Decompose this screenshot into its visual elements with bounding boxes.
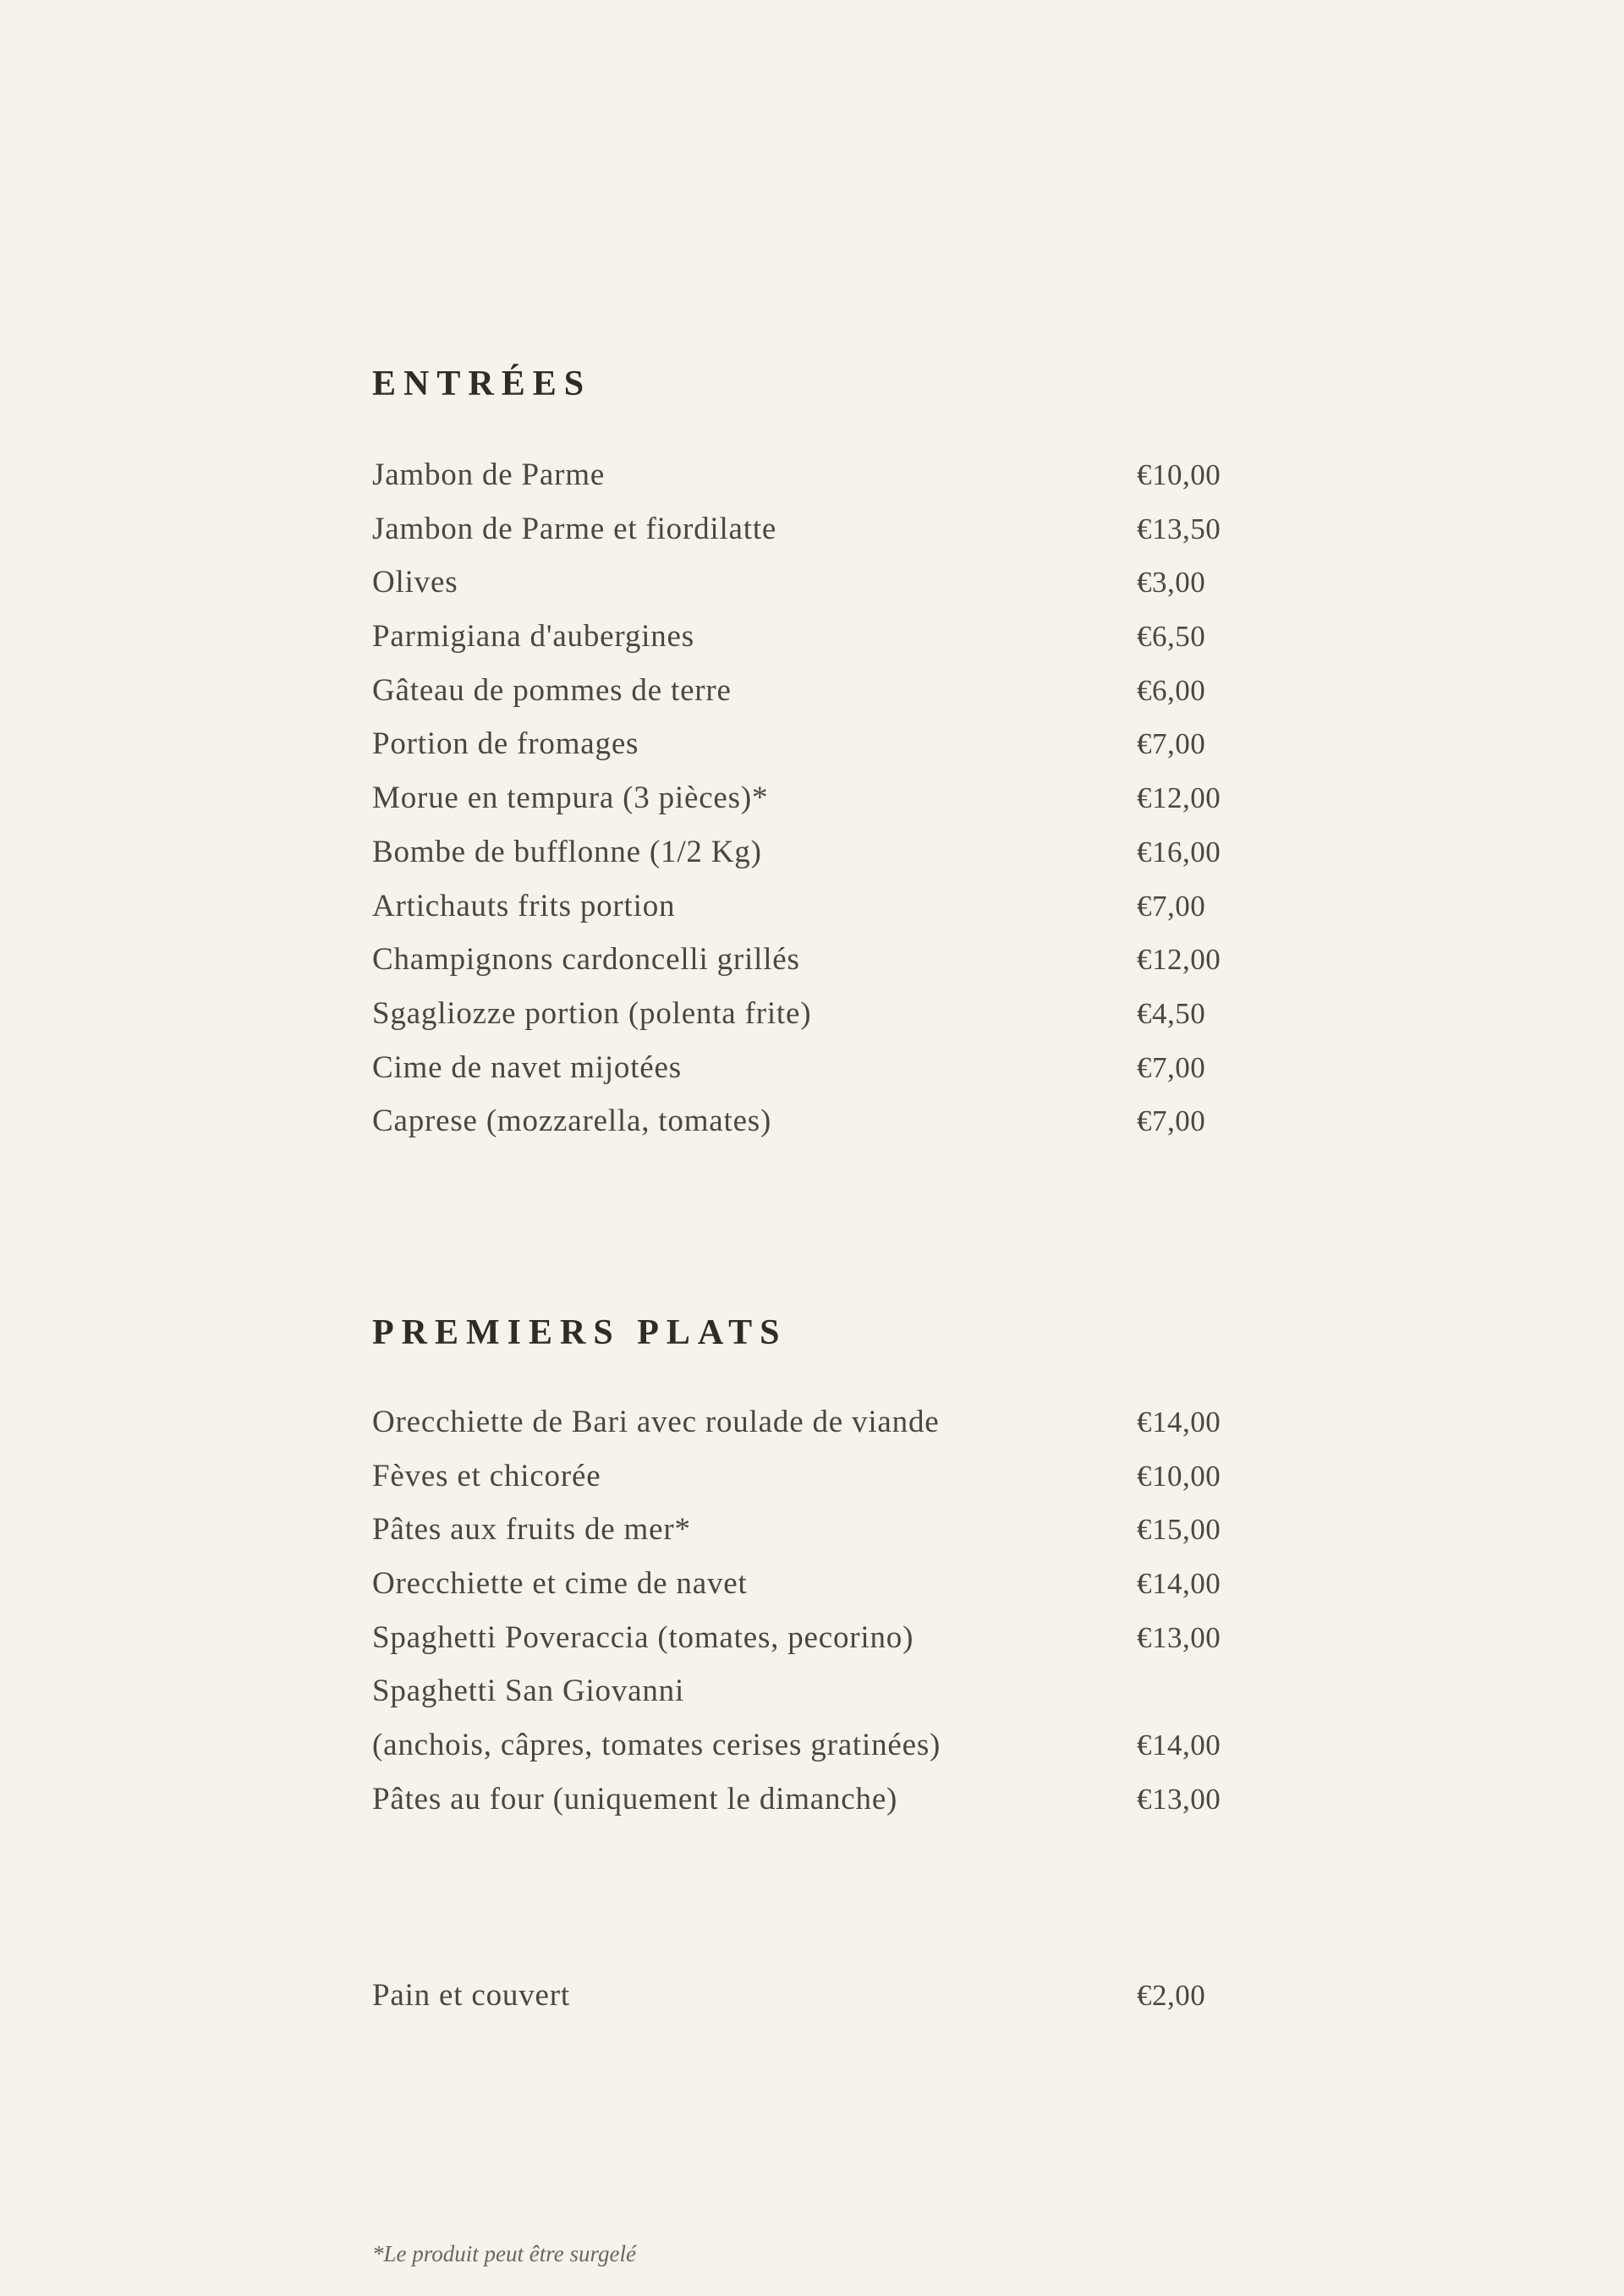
menu-item [372,1673,1235,1727]
item-name: Portion de fromages [372,726,639,762]
premiers-plats-heading: PREMIERS PLATS [372,1313,787,1352]
item-name: Fèves et chicorée [372,1458,601,1493]
entrees-heading: ENTRÉES [372,364,592,403]
frozen-product-footnote: *Le produit peut être surgelé [372,2241,636,2266]
item-name: Cime de navet mijotées [372,1049,682,1085]
item-price: €14,00 [1137,1729,1221,1762]
item-name: Pâtes aux fruits de mer* [372,1512,691,1548]
menu-item [372,564,1235,618]
item-name: Champignons cardoncelli grillés [372,942,800,978]
menu-item [372,1511,1235,1565]
menu-item [372,1619,1235,1674]
menu-item [372,834,1235,888]
item-price: €4,50 [1137,996,1206,1030]
item-price: €16,00 [1137,835,1221,869]
menu-item [372,1458,1235,1512]
item-price: €7,00 [1137,889,1206,923]
item-price: €12,00 [1137,781,1221,815]
item-price: €7,00 [1137,1050,1206,1084]
item-price: €12,00 [1137,943,1221,977]
menu-item [372,672,1235,726]
menu-item [372,1781,1235,1835]
bread-and-cover-row [372,1977,1235,2019]
item-price: €6,50 [1137,620,1206,654]
item-price: €13,50 [1137,512,1221,545]
item-name: Spaghetti San Giovanni [372,1674,685,1709]
item-name: Sgagliozze portion (polenta frite) [372,995,812,1031]
premiers-plats-list [372,1404,1235,1835]
item-name: Orecchiette et cime de navet [372,1566,748,1602]
item-price: €13,00 [1137,1782,1221,1816]
item-price: €14,00 [1137,1567,1221,1601]
menu-item [372,457,1235,511]
menu-item [372,1049,1235,1104]
item-name: Olives [372,565,458,600]
menu-item [372,780,1235,834]
item-name: Parmigiana d'aubergines [372,619,694,655]
item-price: €10,00 [1137,458,1221,491]
item-name: Spaghetti Poveraccia (tomates, pecorino) [372,1619,914,1655]
item-name: Gâteau de pommes de terre [372,672,732,708]
item-price: €3,00 [1137,566,1206,600]
menu-item [372,1565,1235,1619]
item-price: €10,00 [1137,1459,1221,1493]
menu-item [372,888,1235,942]
item-name: Morue en tempura (3 pièces)* [372,781,769,816]
menu-item [372,511,1235,565]
item-name: Bombe de bufflonne (1/2 Kg) [372,834,762,869]
item-price: €2,00 [1137,1979,1206,2012]
menu-item [372,995,1235,1049]
item-name: (anchois, câpres, tomates cerises gratinées) [372,1728,941,1763]
item-price: €6,00 [1137,673,1206,707]
item-name: Artichauts frits portion [372,888,676,923]
menu-item [372,618,1235,672]
menu-item [372,1103,1235,1157]
menu-item [372,726,1235,780]
item-price: €15,00 [1137,1513,1221,1547]
item-name: Caprese (mozzarella, tomates) [372,1104,772,1139]
item-name: Orecchiette de Bari avec roulade de viande [372,1405,940,1439]
menu-item [372,1404,1235,1458]
item-price: €7,00 [1137,727,1206,761]
item-price: €14,00 [1137,1406,1221,1438]
item-name: Pain et couvert [372,1978,570,2013]
entrees-list [372,457,1235,1157]
item-price: €13,00 [1137,1620,1221,1654]
menu-item [372,941,1235,995]
item-name: Jambon de Parme et fiordilatte [372,511,777,546]
menu-item [372,1727,1235,1781]
item-name: Jambon de Parme [372,458,606,492]
item-name: Pâtes au four (uniquement le dimanche) [372,1781,898,1817]
item-price: €7,00 [1137,1104,1206,1138]
